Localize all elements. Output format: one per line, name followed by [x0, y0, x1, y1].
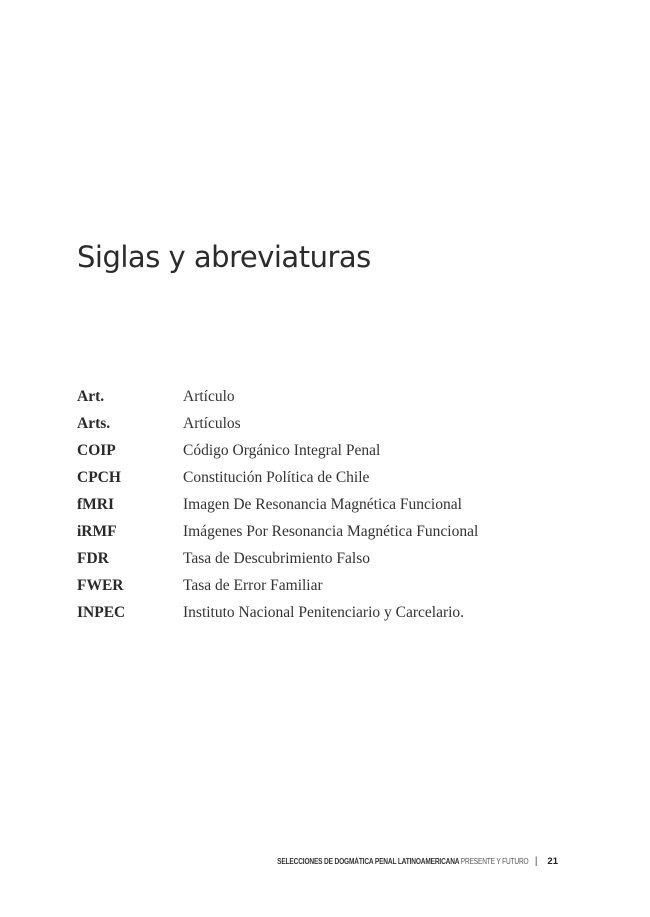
abbreviation-row	[77, 464, 597, 491]
abbreviation-definition: Imágenes Por Resonancia Magnética Funcional	[183, 522, 479, 540]
page-title: Siglas y abreviaturas	[77, 240, 371, 274]
abbreviation-term: fMRI	[77, 495, 115, 513]
abbreviation-term: iRMF	[77, 522, 117, 540]
footer-series	[277, 857, 528, 866]
abbreviation-definition: Artículos	[183, 414, 241, 432]
abbreviation-definition: Código Orgánico Integral Penal	[183, 441, 381, 459]
abbreviation-row	[77, 545, 597, 572]
abbreviation-definition: Constitución Política de Chile	[183, 468, 370, 486]
running-footer	[222, 856, 558, 867]
footer-separator: |	[534, 856, 538, 867]
abbreviation-list	[77, 383, 597, 626]
abbreviation-row	[77, 599, 597, 626]
abbreviation-term: Art.	[77, 387, 105, 405]
abbreviation-definition: Tasa de Descubrimiento Falso	[183, 549, 371, 567]
abbreviation-term: FDR	[77, 549, 109, 567]
abbreviation-row	[77, 410, 597, 437]
abbreviation-term: CPCH	[77, 468, 121, 486]
abbreviation-definition: Instituto Nacional Penitenciario y Carcelario.	[183, 603, 465, 621]
abbreviation-definition: Tasa de Error Familiar	[183, 576, 323, 594]
abbreviation-term: Arts.	[77, 414, 111, 432]
footer-series-subtitle: PRESENTE Y FUTURO	[461, 857, 529, 866]
abbreviation-row	[77, 437, 597, 464]
abbreviation-row	[77, 383, 597, 410]
abbreviation-term: COIP	[77, 441, 116, 459]
abbreviation-term: FWER	[77, 576, 124, 594]
abbreviation-row	[77, 572, 597, 599]
abbreviation-row	[77, 518, 597, 545]
abbreviation-definition: Artículo	[183, 387, 235, 405]
abbreviation-row	[77, 491, 597, 518]
footer-series-title: SELECCIONES DE DOGMÁTICA PENAL LATINOAMERICANA	[277, 857, 460, 866]
page-number: 21	[547, 856, 558, 867]
abbreviation-term: INPEC	[77, 603, 126, 621]
abbreviation-definition: Imagen De Resonancia Magnética Funcional	[183, 495, 462, 513]
